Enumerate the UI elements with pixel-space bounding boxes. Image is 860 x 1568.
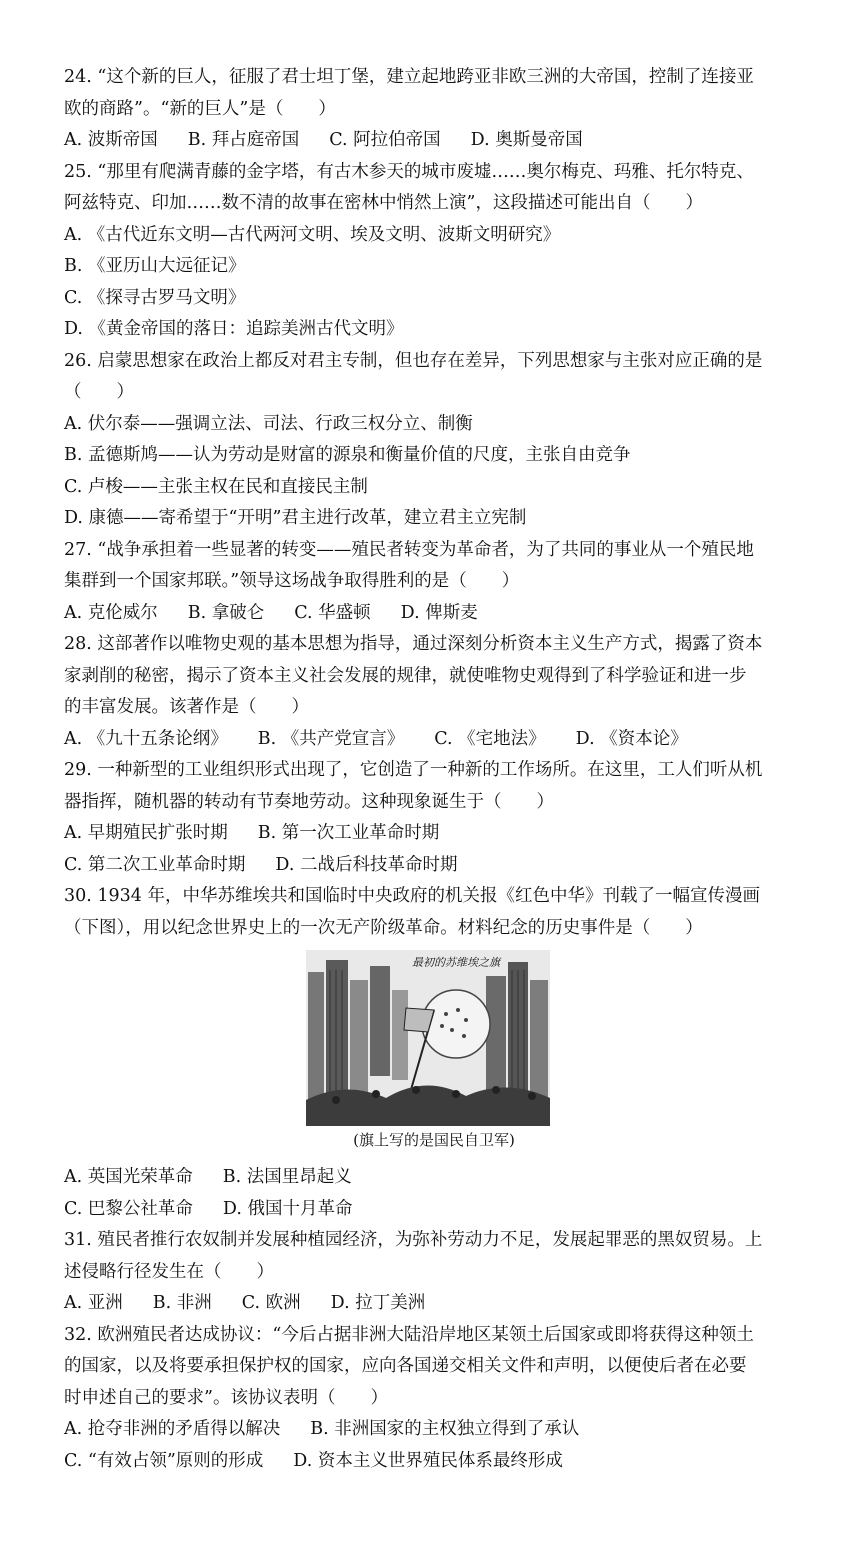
answer-option-d: D. 俄国十月革命 [222, 1198, 353, 1219]
answer-options-row [64, 850, 804, 882]
answer-options-row [64, 409, 804, 441]
answer-option-a: A. 《九十五条论纲》 [64, 728, 228, 749]
question-stem-line: 欧的商路”。“新的巨人”是（ ） [64, 98, 336, 119]
answer-options-row [64, 503, 804, 535]
question-stem-line: 32. 欧洲殖民者达成协议：“今后占据非洲大陆沿岸地区某领土后国家或即将获得这种领土 [64, 1324, 754, 1345]
question-25 [64, 157, 804, 346]
propaganda-cartoon-figure [64, 950, 804, 1162]
answer-option-c: C. “有效占领”原则的形成 [64, 1450, 264, 1471]
answer-option-c: C. 《宅地法》 [434, 728, 546, 749]
question-stem-line: 24. “这个新的巨人，征服了君士坦丁堡，建立起地跨亚非欧三洲的大帝国，控制了连接亚 [64, 67, 754, 87]
answer-options-row [64, 251, 804, 283]
question-stem-line: 器指挥，随机器的转动有节奏地劳动。这种现象诞生于（ ） [64, 791, 554, 812]
answer-option-a: A. 克伦威尔 [64, 602, 158, 623]
answer-option-c: C. 卢梭——主张主权在民和直接民主制 [64, 476, 368, 497]
answer-option-b: B. 非洲 [152, 1293, 212, 1313]
question-27 [64, 535, 804, 630]
answer-option-b: B. 孟德斯鸠——认为劳动是财富的源泉和衡量价值的尺度，主张自由竞争 [64, 445, 631, 465]
answer-option-b: B. 非洲国家的主权独立得到了承认 [310, 1419, 580, 1439]
question-30 [64, 881, 804, 1225]
question-stem-line: （下图），用以纪念世界史上的一次无产阶级革命。材料纪念的历史事件是（ ） [64, 917, 703, 938]
answer-options-row [64, 1288, 804, 1320]
answer-options-row [64, 440, 804, 472]
answer-options-row [64, 724, 804, 756]
question-stem-line: 的丰富发展。该著作是（ ） [64, 697, 309, 717]
question-stem-line: 的国家，以及将要承担保护权的国家，应向各国递交相关文件和声明，以便使后者在必要 [64, 1356, 747, 1376]
answer-option-b: B. 拜占庭帝国 [187, 130, 300, 150]
answer-option-d: D. 《黄金帝国的落日：追踪美洲古代文明》 [64, 319, 404, 339]
question-32 [64, 1320, 804, 1478]
question-stem-line: 家剥削的秘密，揭示了资本主义社会发展的规律，就使唯物史观得到了科学验证和进一步 [64, 665, 747, 686]
answer-option-d: D. 二战后科技革命时期 [275, 854, 458, 875]
question-stem-line: 阿兹特克、印加……数不清的故事在密林中悄然上演”，这段描述可能出自（ ） [64, 193, 703, 213]
question-stem-line: 28. 这部著作以唯物史观的基本思想为指导，通过深刻分析资本主义生产方式，揭露了资本 [64, 634, 763, 654]
figure-caption: (旗上写的是国民自卫军) [353, 1131, 515, 1149]
answer-option-b: B. 法国里昂起义 [222, 1167, 352, 1187]
answer-options-row [64, 1446, 804, 1478]
answer-options-row [64, 472, 804, 504]
answer-option-c: C. 第二次工业革命时期 [64, 854, 246, 875]
answer-option-d: D. 拉丁美洲 [330, 1293, 426, 1313]
answer-option-a: A. 亚洲 [64, 1293, 123, 1313]
answer-option-c: C. 欧洲 [241, 1293, 301, 1313]
question-stem-line: 集群到一个国家邦联。”领导这场战争取得胜利的是（ ） [64, 571, 520, 591]
question-29 [64, 755, 804, 881]
answer-option-d: D. 《资本论》 [575, 728, 688, 749]
answer-option-b: B. 《亚历山大远征记》 [64, 256, 246, 276]
question-stem-line: 26. 启蒙思想家在政治上都反对君主专制，但也存在差异，下列思想家与主张对应正确的是 [64, 350, 763, 371]
question-stem-line: 29. 一种新型的工业组织形式出现了，它创造了一种新的工作场所。在这里，工人们听从机 [64, 760, 763, 780]
answer-options-row [64, 1162, 804, 1194]
propaganda-cartoon-image [306, 950, 550, 1126]
exam-page [64, 62, 804, 1477]
answer-option-d: D. 奥斯曼帝国 [470, 130, 583, 150]
answer-option-c: C. 华盛顿 [294, 602, 371, 623]
answer-option-d: D. 俾斯麦 [400, 602, 478, 623]
question-stem-line: 31. 殖民者推行农奴制并发展种植园经济，为弥补劳动力不足，发展起罪恶的黑奴贸易。上 [64, 1230, 763, 1250]
answer-options-row [64, 818, 804, 850]
answer-option-a: A. 《古代近东文明—古代两河文明、埃及文明、波斯文明研究》 [64, 224, 561, 245]
question-24 [64, 62, 804, 157]
answer-option-a: A. 伏尔泰——强调立法、司法、行政三权分立、制衡 [64, 413, 473, 434]
answer-option-b: B. 《共产党宣言》 [257, 728, 405, 749]
question-31 [64, 1225, 804, 1320]
answer-option-c: C. 《探寻古罗马文明》 [64, 287, 246, 308]
question-stem-line: 27. “战争承担着一些显著的转变——殖民者转变为革命者，为了共同的事业从一个殖民地 [64, 539, 754, 560]
answer-options-row [64, 598, 804, 630]
question-stem-line: 25. “那里有爬满青藤的金字塔，有古木参天的城市废墟……奥尔梅克、玛雅、托尔特克、 [64, 161, 754, 182]
answer-option-d: D. 康德——寄希望于“开明”君主进行改革，建立君主立宪制 [64, 508, 527, 528]
cartoon-title: 最初的苏维埃之旗 [412, 956, 500, 969]
question-stem-line: 30. 1934 年，中华苏维埃共和国临时中央政府的机关报《红色中华》刊载了一幅宣传漫画 [64, 886, 760, 906]
answer-options-row [64, 220, 804, 252]
answer-options-row [64, 125, 804, 157]
answer-option-d: D. 资本主义世界殖民体系最终形成 [293, 1450, 563, 1471]
question-stem-line: 述侵略行径发生在（ ） [64, 1261, 274, 1282]
answer-option-c: C. 阿拉伯帝国 [329, 130, 441, 150]
question-stem-line: （ ） [64, 382, 134, 402]
answer-options-row [64, 314, 804, 346]
answer-option-a: A. 英国光荣革命 [64, 1167, 193, 1187]
answer-option-b: B. 第一次工业革命时期 [257, 823, 440, 843]
answer-options-row [64, 1194, 804, 1226]
answer-option-b: B. 拿破仑 [187, 602, 265, 623]
question-stem-line: 时申述自己的要求”。该协议表明（ ） [64, 1387, 388, 1408]
answer-option-a: A. 早期殖民扩张时期 [64, 823, 228, 843]
answer-option-a: A. 抢夺非洲的矛盾得以解决 [64, 1419, 281, 1439]
answer-options-row [64, 283, 804, 315]
answer-option-c: C. 巴黎公社革命 [64, 1198, 193, 1219]
question-26 [64, 346, 804, 535]
answer-option-a: A. 波斯帝国 [64, 130, 158, 150]
question-28 [64, 629, 804, 755]
answer-options-row [64, 1414, 804, 1446]
